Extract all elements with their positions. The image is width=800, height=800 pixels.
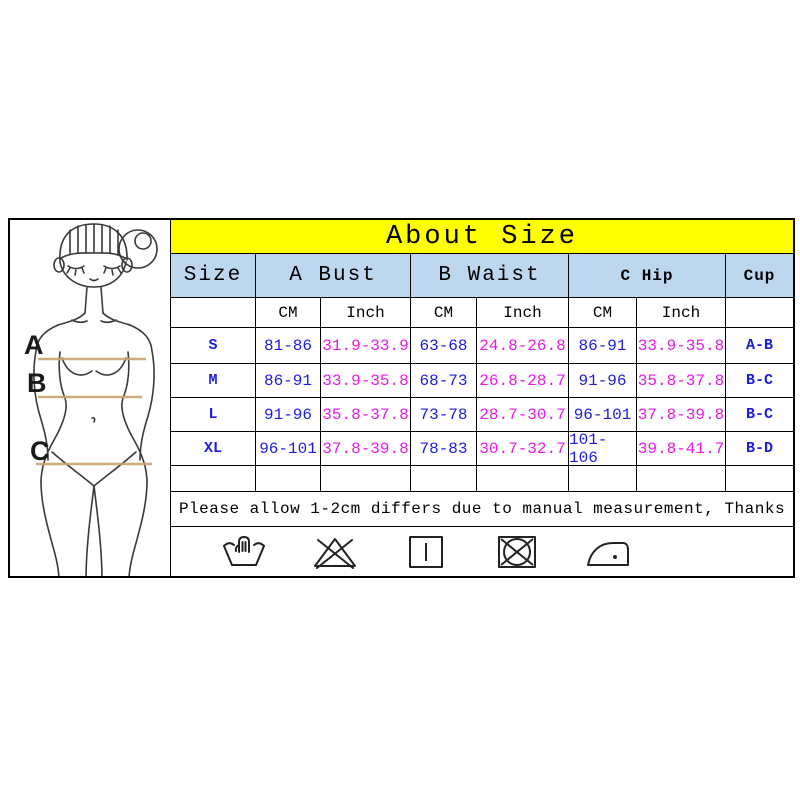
- cup-value: B-C: [726, 398, 793, 431]
- unit-bust-cm: CM: [256, 298, 320, 327]
- model-figure-illustration: [10, 220, 170, 576]
- hip-cm-value: 96-101: [569, 398, 636, 431]
- cup-value: B-C: [726, 364, 793, 397]
- bust-inch-value: 37.8-39.8: [321, 432, 410, 465]
- waist-cm-value: 68-73: [411, 364, 476, 397]
- size-chart-sheet: [8, 218, 795, 578]
- empty-cell: [637, 466, 725, 491]
- bust-cm-value: 96-101: [256, 432, 320, 465]
- page-title: About Size: [171, 220, 793, 253]
- measurement-note: Please allow 1-2cm differs due to manual measurement, Thanks: [171, 492, 793, 526]
- waist-label: B: [27, 368, 47, 398]
- hand-wash-icon: [221, 534, 267, 570]
- do-not-tumble-dry-icon: [494, 534, 540, 570]
- col-header-cup: Cup: [726, 254, 793, 297]
- hip-label: C: [30, 436, 50, 466]
- bust-cm-value: 91-96: [256, 398, 320, 431]
- waist-inch-value: 28.7-30.7: [477, 398, 568, 431]
- unit-hip-inch: Inch: [637, 298, 725, 327]
- empty-cell: [256, 466, 320, 491]
- hip-cm-value: 101-106: [569, 432, 636, 465]
- bust-inch-value: 35.8-37.8: [321, 398, 410, 431]
- unit-cell-blank: [171, 298, 255, 327]
- empty-cell: [569, 466, 636, 491]
- col-header-bust: A Bust: [256, 254, 410, 297]
- waist-cm-value: 73-78: [411, 398, 476, 431]
- empty-cell: [726, 466, 793, 491]
- bust-inch-value: 33.9-35.8: [321, 364, 410, 397]
- waist-inch-value: 30.7-32.7: [477, 432, 568, 465]
- unit-waist-inch: Inch: [477, 298, 568, 327]
- size-value: L: [171, 398, 255, 431]
- care-icons-row: [171, 527, 793, 576]
- size-value: M: [171, 364, 255, 397]
- hip-inch-value: 35.8-37.8: [637, 364, 725, 397]
- hip-cm-value: 91-96: [569, 364, 636, 397]
- unit-hip-cm: CM: [569, 298, 636, 327]
- bust-cm-value: 86-91: [256, 364, 320, 397]
- hip-cm-value: 86-91: [569, 328, 636, 363]
- waist-inch-value: 26.8-28.7: [477, 364, 568, 397]
- hip-inch-value: 37.8-39.8: [637, 398, 725, 431]
- empty-cell: [411, 466, 476, 491]
- col-header-waist: B Waist: [411, 254, 568, 297]
- drip-dry-icon: [403, 534, 449, 570]
- unit-bust-inch: Inch: [321, 298, 410, 327]
- col-header-hip: C Hip: [569, 254, 725, 297]
- model-figure-panel: [10, 220, 171, 576]
- waist-cm-value: 63-68: [411, 328, 476, 363]
- measure-lines: [36, 359, 152, 464]
- bust-label: A: [24, 330, 44, 360]
- hip-inch-value: 39.8-41.7: [637, 432, 725, 465]
- cup-value: B-D: [726, 432, 793, 465]
- empty-cell: [477, 466, 568, 491]
- unit-waist-cm: CM: [411, 298, 476, 327]
- empty-cell: [171, 466, 255, 491]
- col-header-size: Size: [171, 254, 255, 297]
- size-value: XL: [171, 432, 255, 465]
- iron-one-dot-icon: [585, 534, 631, 570]
- hip-inch-value: 33.9-35.8: [637, 328, 725, 363]
- size-table: [171, 220, 793, 576]
- empty-cell: [321, 466, 410, 491]
- unit-cell-blank: [726, 298, 793, 327]
- bust-inch-value: 31.9-33.9: [321, 328, 410, 363]
- waist-cm-value: 78-83: [411, 432, 476, 465]
- cup-value: A-B: [726, 328, 793, 363]
- waist-inch-value: 24.8-26.8: [477, 328, 568, 363]
- do-not-bleach-icon: [312, 534, 358, 570]
- bust-cm-value: 81-86: [256, 328, 320, 363]
- size-value: S: [171, 328, 255, 363]
